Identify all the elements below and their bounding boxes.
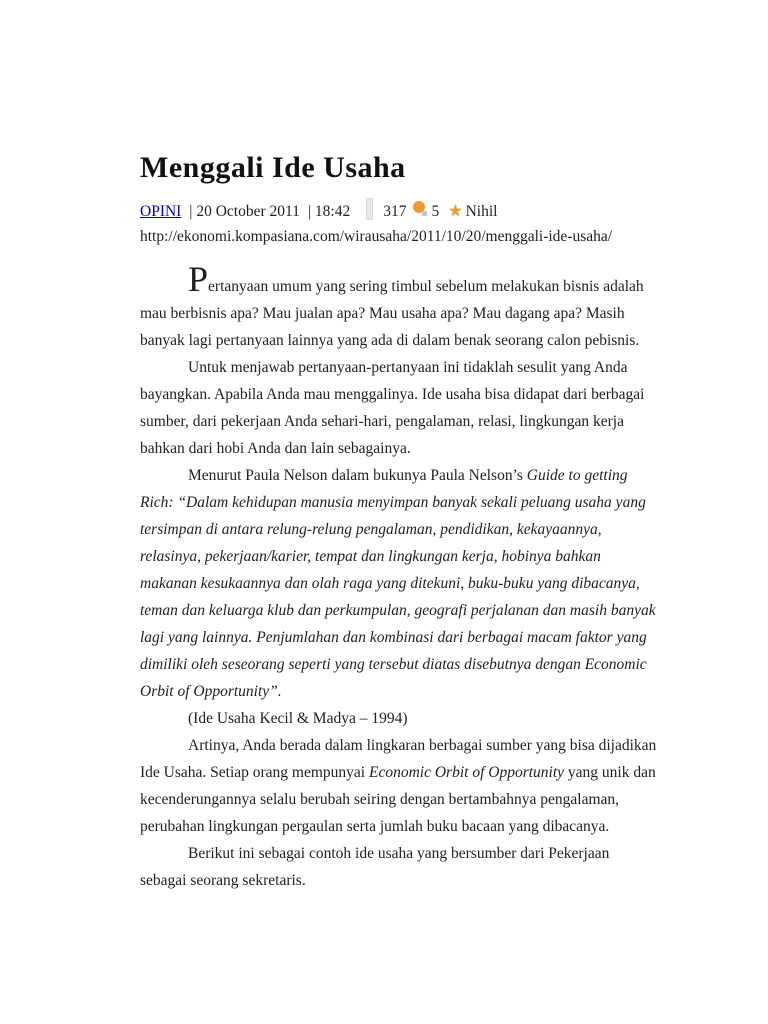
text-run: ertanyaan umum yang sering timbul sebelum melakukan bisnis adalah mau berbisnis apa? Mau jualan apa? Mau usaha apa? Mau dagang apa? Masih banyak lagi pertanyaan lainnya yang ada di dalam benak seorang calon pebisnis. xyxy=(140,278,644,349)
text-run: Berikut ini sebagai contoh ide usaha yang bersumber dari Pekerjaan sebagai seorang sekretaris. xyxy=(140,845,610,889)
meta-separator: | xyxy=(189,203,193,220)
article-content xyxy=(140,152,657,894)
rating-label: Nihil xyxy=(465,203,498,220)
paragraph xyxy=(140,354,657,462)
publish-time: 18:42 xyxy=(314,203,351,220)
text-run: Untuk menjawab pertanyaan-pertanyaan ini tidaklah sesulit yang Anda bayangkan. Apabila Anda mau menggalinya. Ide usaha bisa didapat dari berbagai sumber, dari pekerjaan Anda sehari-hari, pengalaman, relasi, lingkungan kerja bahkan dari hobi Anda dan lain sebagainya. xyxy=(140,359,645,457)
paragraph xyxy=(140,705,657,732)
text-run: Artinya, Anda berada dalam lingkaran berbagai sumber yang bisa dijadikan Ide Usaha. Setiap orang mempunyai xyxy=(140,737,657,781)
dropcap-initial: P xyxy=(188,259,209,299)
rating-star-icon: ★ xyxy=(448,201,463,220)
text-run: yang unik dan kecenderungannya selalu berubah seiring dengan bertambahnya pengalaman, perubahan lingkungan pergaulan serta jumlah buku bacaan yang dibacanya. xyxy=(140,764,656,835)
text-run: Economic Orbit of Opportunity xyxy=(369,764,565,781)
views-count: 317 xyxy=(383,203,407,220)
paragraph xyxy=(140,840,657,894)
text-run: Guide to getting Rich: “Dalam kehidupan manusia menyimpan banyak sekali peluang usaha yang tersimpan di antara relung-relung pengalaman, pendidikan, kekayaannya, relasinya, pekerjaan/karier, tempat dan lingkungan kerja, hobinya bahkan makanan kesukaannya dan olah raga yang ditekuni, buku-buku yang dibacanya, teman dan keluarga klub dan perkumpulan, geografi perjalanan dan masih banyak lagi yang lainnya. Penjumlahan dan kombinasi dari berbagai macam faktor yang dimiliki oleh seseorang seperti yang tersebut diatas disebutnya dengan Economic Orbit of Opportunity”. xyxy=(140,467,656,700)
meta-separator: | xyxy=(307,203,311,220)
text-run: Menurut Paula Nelson dalam bukunya Paula Nelson’s xyxy=(188,467,527,484)
text-run: (Ide Usaha Kecil & Madya – 1994) xyxy=(188,710,408,727)
article-body xyxy=(140,259,657,894)
paragraph xyxy=(140,732,657,840)
category-link[interactable]: OPINI xyxy=(140,203,182,220)
comments-count: 5 xyxy=(431,203,440,220)
comments-icon xyxy=(413,201,425,213)
views-separator-icon xyxy=(366,198,373,220)
article-url: http://ekonomi.kompasiana.com/wirausaha/2011/10/20/menggali-ide-usaha/ xyxy=(140,228,613,245)
paragraph xyxy=(140,462,657,705)
article-title: Menggali Ide Usaha xyxy=(140,151,406,184)
publish-date: 20 October 2011 xyxy=(196,203,300,220)
article-meta xyxy=(140,198,657,223)
paragraph xyxy=(140,259,657,354)
